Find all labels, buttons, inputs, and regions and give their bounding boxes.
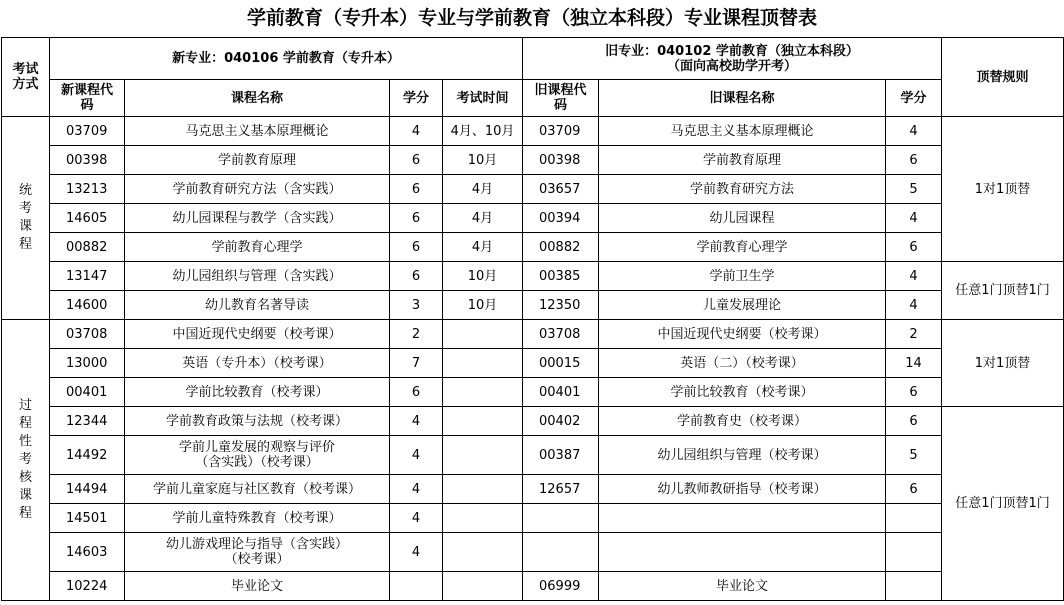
- table-row: [2, 320, 1064, 349]
- old-major-line2: （面向高校助学开考）: [667, 58, 798, 74]
- course-name-cell: 学前教育研究方法（含实践）: [125, 175, 390, 204]
- new-code-cell: 12344: [50, 407, 125, 436]
- table-row: [2, 233, 1064, 262]
- new-code-cell: 13147: [50, 262, 125, 291]
- old-code-cell: 03657: [523, 175, 599, 204]
- table-row: [2, 378, 1064, 407]
- old-code-cell: 00882: [523, 233, 599, 262]
- course-name-cell: 毕业论文: [125, 572, 390, 601]
- new-major-header: 新专业：040106 学前教育（专升本）: [50, 38, 523, 80]
- exam-method-header: 考试方式: [2, 38, 50, 117]
- old-course-name-cell: 学前教育研究方法: [599, 175, 886, 204]
- rule-one-to-one-1: 1对1顶替: [942, 117, 1064, 262]
- old-credit-cell: [886, 533, 942, 572]
- old-code-cell: 00398: [523, 146, 599, 175]
- exam-time-cell: [443, 475, 523, 504]
- course-name-cell: 中国近现代史纲要（校考课）: [125, 320, 390, 349]
- table-row: [2, 533, 1064, 572]
- course-name-cell: 学前儿童家庭与社区教育（校考课）: [125, 475, 390, 504]
- new-code-cell: 10224: [50, 572, 125, 601]
- old-major-header: [523, 38, 942, 80]
- credit-cell: 2: [390, 320, 443, 349]
- table-row: [2, 291, 1064, 320]
- exam-time-cell: 4月: [443, 204, 523, 233]
- credit-cell: 4: [390, 436, 443, 475]
- old-major-line1: 旧专业：040102 学前教育（独立本科段）: [605, 43, 859, 59]
- credit-cell: 3: [390, 291, 443, 320]
- old-course-name-cell: [599, 504, 886, 533]
- old-credit-cell: 4: [886, 117, 942, 146]
- table-row: [2, 117, 1064, 146]
- course-name-line2: （校考课）: [224, 552, 290, 567]
- new-code-cell: 14605: [50, 204, 125, 233]
- old-code-cell: 03709: [523, 117, 599, 146]
- exam-time-cell: [443, 378, 523, 407]
- credit-cell: 4: [390, 504, 443, 533]
- old-credit-header: 学分: [886, 80, 942, 117]
- new-code-cell: 00398: [50, 146, 125, 175]
- old-credit-cell: 5: [886, 436, 942, 475]
- credit-cell: 4: [390, 533, 443, 572]
- group-process: 过程性考核课程: [2, 320, 50, 601]
- old-code-cell: 06999: [523, 572, 599, 601]
- table-row: [2, 175, 1064, 204]
- new-code-cell: 00401: [50, 378, 125, 407]
- course-name-cell: 英语（专升本）（校考课）: [125, 349, 390, 378]
- old-credit-cell: [886, 504, 942, 533]
- old-code-cell: 12657: [523, 475, 599, 504]
- old-credit-cell: 2: [886, 320, 942, 349]
- table-title: 学前教育（专升本）专业与学前教育（独立本科段）专业课程顶替表: [246, 7, 817, 29]
- old-course-name-cell: 学前教育原理: [599, 146, 886, 175]
- credit-cell: 7: [390, 349, 443, 378]
- credit-cell: 4: [390, 475, 443, 504]
- course-name-line1: 学前儿童发展的观察与评价: [178, 440, 335, 455]
- group-unified: 统考课程: [2, 117, 50, 320]
- old-credit-cell: 6: [886, 146, 942, 175]
- old-code-header: 旧课程代码: [523, 80, 599, 117]
- new-code-cell: 14501: [50, 504, 125, 533]
- old-credit-cell: 14: [886, 349, 942, 378]
- table-row: [2, 146, 1064, 175]
- old-code-cell: 00402: [523, 407, 599, 436]
- old-course-name-cell: 儿童发展理论: [599, 291, 886, 320]
- old-code-cell: 00394: [523, 204, 599, 233]
- course-name-header: 课程名称: [125, 80, 390, 117]
- exam-time-cell: 10月: [443, 146, 523, 175]
- old-code-cell: [523, 533, 599, 572]
- old-credit-cell: 6: [886, 378, 942, 407]
- course-name-cell: 学前儿童特殊教育（校考课）: [125, 504, 390, 533]
- exam-time-cell: [443, 320, 523, 349]
- old-course-name-cell: 学前比较教育（校考课）: [599, 378, 886, 407]
- old-code-cell: 12350: [523, 291, 599, 320]
- course-name-cell: 学前教育原理: [125, 146, 390, 175]
- table-row: [2, 504, 1064, 533]
- credit-cell: 6: [390, 175, 443, 204]
- old-credit-cell: [886, 572, 942, 601]
- course-name-cell: 幼儿教育名著导读: [125, 291, 390, 320]
- table-row: [2, 436, 1064, 475]
- course-name-line1: 幼儿游戏理论与指导（含实践）: [165, 537, 348, 552]
- exam-time-cell: [443, 504, 523, 533]
- old-code-cell: [523, 504, 599, 533]
- rule-any-one-2: 任意1门顶替1门: [942, 407, 1064, 601]
- old-code-cell: 00401: [523, 378, 599, 407]
- new-code-cell: 03709: [50, 117, 125, 146]
- old-course-name-cell: 毕业论文: [599, 572, 886, 601]
- course-name-cell: 马克思主义基本原理概论: [125, 117, 390, 146]
- old-code-cell: 00015: [523, 349, 599, 378]
- table-row: [2, 204, 1064, 233]
- new-code-cell: 14492: [50, 436, 125, 475]
- old-course-name-header: 旧课程名称: [599, 80, 886, 117]
- old-course-name-cell: 中国近现代史纲要（校考课）: [599, 320, 886, 349]
- old-credit-cell: 6: [886, 407, 942, 436]
- exam-time-cell: [443, 533, 523, 572]
- old-course-name-cell: [599, 533, 886, 572]
- credit-cell: 6: [390, 262, 443, 291]
- course-name-cell: 幼儿园课程与教学（含实践）: [125, 204, 390, 233]
- course-name-cell: 学前比较教育（校考课）: [125, 378, 390, 407]
- course-name-cell: 学前教育政策与法规（校考课）: [125, 407, 390, 436]
- table-row: [2, 475, 1064, 504]
- new-code-cell: 00882: [50, 233, 125, 262]
- exam-time-cell: [443, 572, 523, 601]
- credit-cell: 4: [390, 117, 443, 146]
- table-row: [2, 349, 1064, 378]
- old-course-name-cell: 马克思主义基本原理概论: [599, 117, 886, 146]
- old-credit-cell: 4: [886, 262, 942, 291]
- credit-cell: 4: [390, 407, 443, 436]
- credit-cell: 6: [390, 146, 443, 175]
- old-course-name-cell: 学前教育心理学: [599, 233, 886, 262]
- course-replacement-table: [1, 37, 1064, 601]
- old-code-cell: 00385: [523, 262, 599, 291]
- exam-time-cell: 4月、10月: [443, 117, 523, 146]
- course-name-line2: （含实践）（校考课）: [195, 455, 319, 470]
- rule-any-one-1: 任意1门顶替1门: [942, 262, 1064, 320]
- new-code-cell: 13213: [50, 175, 125, 204]
- old-course-name-cell: 幼儿园课程: [599, 204, 886, 233]
- old-credit-cell: 4: [886, 291, 942, 320]
- exam-time-cell: [443, 436, 523, 475]
- course-name-cell: [125, 436, 390, 475]
- table-row: [2, 262, 1064, 291]
- old-credit-cell: 5: [886, 175, 942, 204]
- course-name-cell: [125, 533, 390, 572]
- old-credit-cell: 6: [886, 475, 942, 504]
- exam-time-cell: [443, 349, 523, 378]
- credit-cell: [390, 572, 443, 601]
- exam-time-cell: 4月: [443, 233, 523, 262]
- course-name-cell: 幼儿园组织与管理（含实践）: [125, 262, 390, 291]
- new-code-cell: 14603: [50, 533, 125, 572]
- new-code-cell: 03708: [50, 320, 125, 349]
- old-course-name-cell: 幼儿教师教研指导（校考课）: [599, 475, 886, 504]
- credit-cell: 6: [390, 378, 443, 407]
- old-credit-cell: 6: [886, 233, 942, 262]
- old-code-cell: 03708: [523, 320, 599, 349]
- new-code-cell: 14494: [50, 475, 125, 504]
- exam-time-cell: 4月: [443, 175, 523, 204]
- old-credit-cell: 4: [886, 204, 942, 233]
- exam-time-cell: 10月: [443, 262, 523, 291]
- new-code-cell: 14600: [50, 291, 125, 320]
- credit-header: 学分: [390, 80, 443, 117]
- old-course-name-cell: 学前教育史（校考课）: [599, 407, 886, 436]
- new-code-cell: 13000: [50, 349, 125, 378]
- old-course-name-cell: 英语（二）（校考课）: [599, 349, 886, 378]
- old-code-cell: 00387: [523, 436, 599, 475]
- table-row: [2, 572, 1064, 601]
- table-row: [2, 407, 1064, 436]
- old-course-name-cell: 幼儿园组织与管理（校考课）: [599, 436, 886, 475]
- course-name-cell: 学前教育心理学: [125, 233, 390, 262]
- credit-cell: 6: [390, 233, 443, 262]
- new-code-header: 新课程代码: [50, 80, 125, 117]
- rule-one-to-one-2: 1对1顶替: [942, 320, 1064, 407]
- exam-time-header: 考试时间: [443, 80, 523, 117]
- rule-header: 顶替规则: [942, 38, 1064, 117]
- credit-cell: 6: [390, 204, 443, 233]
- exam-time-cell: 10月: [443, 291, 523, 320]
- old-course-name-cell: 学前卫生学: [599, 262, 886, 291]
- exam-time-cell: [443, 407, 523, 436]
